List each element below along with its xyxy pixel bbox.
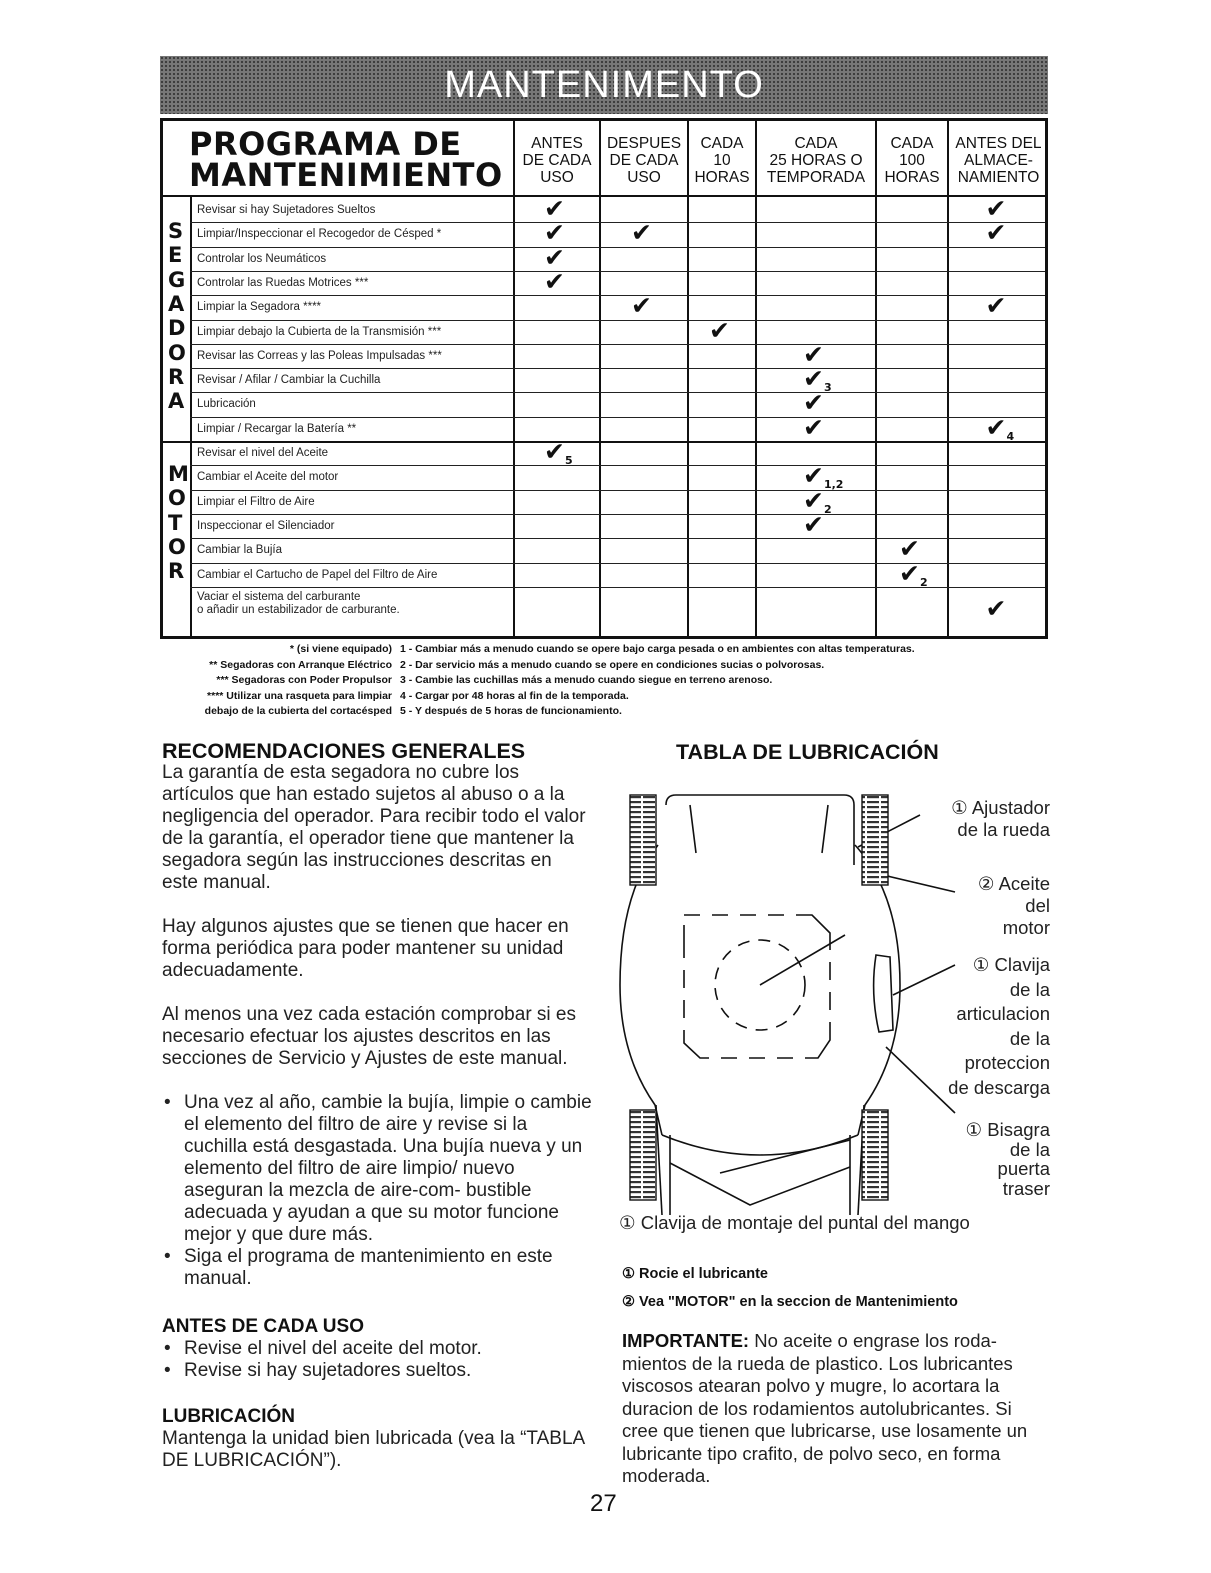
important-note [622, 1330, 1052, 1488]
column-header-line: 10 [713, 152, 731, 169]
task-label: Revisar si hay Sujetadores Sueltos [197, 204, 376, 216]
section-letter-segadora: E [168, 243, 183, 268]
check-mark-note: 2 [919, 575, 928, 589]
check-mark: ✔ [803, 388, 824, 418]
section-banner [160, 56, 1048, 114]
check-mark: ✔ [709, 315, 730, 345]
before-each-use-heading: ANTES DE CADA USO [162, 1316, 364, 1337]
check-mark: ✔ [803, 509, 824, 539]
lubrication-text: Mantenga la unidad bien lubricada (vea la “TABLA DE LUBRICACIÓN”). [162, 1428, 585, 1471]
important-label: IMPORTANTE: [622, 1330, 750, 1351]
header-divider [163, 195, 1045, 197]
footnote-line: *** Segadoras con Poder Propulsor [216, 674, 392, 686]
check-mark: ✔ [803, 339, 824, 369]
footnotes-right [400, 642, 1200, 720]
row-divider [163, 441, 1045, 443]
section-letter-segadora: G [168, 267, 186, 292]
section-letter-segadora: A [168, 389, 185, 414]
column-header-line: CADA [700, 135, 744, 152]
bullet-item: • Siga el programa de mantenimiento en este manual. [184, 1246, 592, 1290]
row-divider [190, 490, 1045, 491]
column-header-line: TEMPORADA [766, 169, 866, 186]
before-each-use-list [162, 1338, 592, 1382]
task-label: Controlar los Neumáticos [197, 252, 327, 265]
column-header [755, 121, 875, 197]
check-mark: ✔ [544, 194, 565, 223]
task-label: Limpiar/Inspeccionar el Recogedor de Césped * [197, 228, 442, 241]
column-header [947, 121, 1048, 197]
row-divider [190, 392, 1045, 393]
schedule-title [189, 125, 503, 194]
row-divider [190, 344, 1045, 345]
recommendations-paragraph-1: La garantía de esta segadora no cubre los artículos que han estado sujetos al abuso o a la negligencia del operador. Para recibir todo el valor de la garantía, el operador tiene que mantener la segadora según las instrucciones descritas en este manual. [162, 762, 586, 893]
bullet-item: • Una vez al año, cambie la bujía, limpie o cambie el elemento del filtro de aire y revise si la cuchilla está desgastada. Una bujía nueva y un elemento del filtro de aire limpio/ nuevo aseguran la mezcla de aire-com- bustible adecuada y ayudan a que su motor funcione mejor y que dure más. [184, 1092, 592, 1246]
check-mark: $✔_2$ [803, 485, 832, 516]
row-divider [190, 320, 1045, 321]
footnote-line: **** Utilizar una rasqueta para limpiar [207, 689, 392, 702]
row-divider [190, 222, 1045, 223]
lubrication-heading: LUBRICACIÓN [162, 1406, 295, 1427]
maintenance-schedule-table [160, 118, 1048, 639]
column-header [875, 121, 947, 197]
check-mark-note: 5 [564, 454, 573, 467]
check-mark: ✔ [803, 412, 824, 442]
task-label: Limpiar la Segadora **** [197, 301, 322, 314]
list-item: • Revise si hay sujetadores sueltos. [184, 1360, 592, 1382]
row-divider [190, 514, 1045, 515]
schedule-title-line2: MANTENIMIENTO [189, 156, 503, 194]
check-mark-note: 4 [1006, 429, 1015, 443]
column-header-line: DE CADA [522, 152, 592, 169]
check-mark: $✔_5$ [544, 437, 573, 467]
check-mark-note: 3 [823, 381, 832, 395]
column-header-line: CADA [890, 135, 934, 152]
recommendations-paragraph-3: Al menos una vez cada estación comprobar si es necesario efectuar los ajustes descritos en las secciones de Servicio y Ajustes de este manual. [162, 1004, 576, 1069]
label-wheel-adjuster: ① Ajustador de la rueda [951, 797, 1050, 840]
row-divider [190, 368, 1045, 369]
footnote-line: 2 - Dar servicio más a menudo cuando se opere en condiciones sucias o polvorosas. [400, 658, 825, 671]
section-letter-segadora: R [168, 364, 185, 389]
check-mark: $✔_{1,2}$ [803, 461, 844, 492]
general-recommendations [162, 740, 592, 1472]
section-letter-motor: O [168, 486, 186, 511]
banner-title: MANTENIMENTO [444, 63, 764, 106]
check-mark: ✔ [985, 194, 1007, 223]
column-header-line: USO [627, 169, 661, 186]
column-header [687, 121, 755, 197]
column-header [599, 121, 687, 197]
column-header-line: HORAS [694, 169, 750, 186]
column-header-line: ANTES [531, 135, 583, 152]
label-engine-oil: ② Aceite del motor [977, 873, 1050, 938]
check-mark: ✔ [985, 291, 1007, 321]
column-header-line: DESPUES [606, 135, 682, 152]
section-letter-segadora: O [168, 340, 186, 365]
task-label: Limpiar el Filtro de Aire [197, 495, 315, 508]
section-letter-motor: T [168, 510, 183, 535]
footnote-line: 1 - Cambiar más a menudo cuando se opere bajo carga pesada o en ambientes con altas temperaturas. [400, 643, 915, 655]
column-header-line: CADA [794, 135, 838, 152]
check-mark: ✔ [985, 593, 1007, 623]
column-header-line: HORAS [884, 169, 940, 186]
row-divider [190, 247, 1045, 248]
check-mark: ✔ [544, 266, 565, 296]
task-label: Limpiar debajo la Cubierta de la Transmisión *** [197, 325, 442, 338]
check-mark: $✔_3$ [803, 364, 832, 395]
task-label: Vaciar el sistema del carburante o añadir un estabilizador de carburante. [197, 590, 400, 616]
check-mark: ✔ [544, 242, 565, 272]
label-rear-door-hinge: ① Bisagra de la puerta traser [965, 1119, 1050, 1199]
check-mark: ✔ [631, 218, 652, 248]
legend-see-engine: ② Vea "MOTOR" en la seccion de Mantenimiento [622, 1294, 958, 1310]
column-header-line: 100 [899, 152, 925, 169]
section-letter-segadora: S [168, 219, 184, 243]
check-mark: ✔ [544, 218, 565, 248]
footnote-line: 4 - Cargar por 48 horas al fin de la temporada. [400, 689, 629, 702]
section-letter-segadora: A [168, 291, 185, 316]
footnote-line: debajo de la cubierta del cortacésped [204, 705, 392, 717]
section-letter-motor: O [168, 534, 186, 559]
check-mark: ✔ [899, 534, 920, 564]
recommendations-paragraph-2: Hay algunos ajustes que se tienen que hacer en forma periódica para poder mantener su unidad adecuadamente. [162, 916, 569, 981]
column-header [513, 121, 599, 197]
footnotes-left [160, 642, 392, 720]
section-letter-motor: M [168, 462, 189, 486]
important-text: No aceite o engrase los roda- mientos de la rueda de plastico. Los lubricantes viscosos atearan polvo y mugre, lo acortara la duracion de los rodamientos autolubricantes. Si cree que tienen que lubricarse, use losamente un lubricante tipo crafito, de polvo seco, en forma moderada. [622, 1330, 1028, 1486]
legend-spray-lubricant: ① Rocie el lubricante [622, 1266, 768, 1282]
recommendations-heading: RECOMENDACIONES GENERALES [162, 739, 526, 763]
task-label: Revisar las Correas y las Poleas Impulsadas *** [197, 349, 442, 362]
task-label: Cambiar el Cartucho de Papel del Filtro de Aire [197, 568, 438, 581]
check-mark: $✔_4$ [985, 412, 1015, 443]
page-number: 27 [590, 1490, 617, 1517]
footnote-line: * (si viene equipado) [289, 643, 392, 655]
column-header-line: DE CADA [609, 152, 679, 169]
label-deflector-pin: ① Clavija de la articulacion de la proteccion de descarga [948, 954, 1050, 1098]
task-label: Lubricación [197, 398, 256, 411]
section-letter-motor: R [168, 559, 185, 584]
column-header-line: ANTES DEL [955, 135, 1042, 152]
row-divider [190, 587, 1045, 588]
footnote-line: 5 - Y después de 5 horas de funcionamiento. [400, 705, 622, 717]
task-label: Inspeccionar el Silenciador [197, 519, 335, 532]
lubrication-chart-title: TABLA DE LUBRICACIÓN [676, 740, 939, 764]
check-mark: ✔ [985, 218, 1007, 248]
schedule-title-line1: PROGRAMA DE [189, 125, 462, 163]
task-label: Revisar el nivel del Aceite [197, 447, 329, 459]
column-header-line: 25 HORAS O [769, 152, 863, 169]
list-item: • Revise el nivel del aceite del motor. [184, 1338, 592, 1360]
task-label: Revisar / Afilar / Cambiar la Cuchilla [197, 374, 381, 387]
row-divider [190, 465, 1045, 466]
column-header-line: USO [540, 169, 574, 186]
row-divider [190, 295, 1045, 296]
label-handle-pin: ① Clavija de montaje del puntal del mango [619, 1212, 970, 1233]
check-mark-note: 2 [823, 502, 832, 516]
row-divider [190, 417, 1045, 418]
check-mark: ✔ [631, 291, 652, 321]
check-mark: $✔_2$ [899, 558, 928, 589]
footnote-line: ** Segadoras con Arranque Eléctrico [209, 658, 392, 671]
row-divider [190, 271, 1045, 272]
task-label: Cambiar el Aceite del motor [197, 471, 339, 484]
column-header-line: ALMACE- [964, 152, 1033, 169]
task-label: Controlar las Ruedas Motrices *** [197, 276, 369, 289]
check-mark-note: 1,2 [823, 478, 844, 492]
footnote-line: 3 - Cambie las cuchillas más a menudo cuando siegue en terreno arenoso. [400, 674, 773, 686]
task-label: Cambiar la Bujía [197, 544, 283, 557]
section-letter-segadora: D [168, 316, 186, 341]
recommendations-bullets [162, 1092, 592, 1290]
column-header-line: NAMIENTO [957, 169, 1040, 186]
task-label: Limpiar / Recargar la Batería ** [197, 422, 357, 435]
